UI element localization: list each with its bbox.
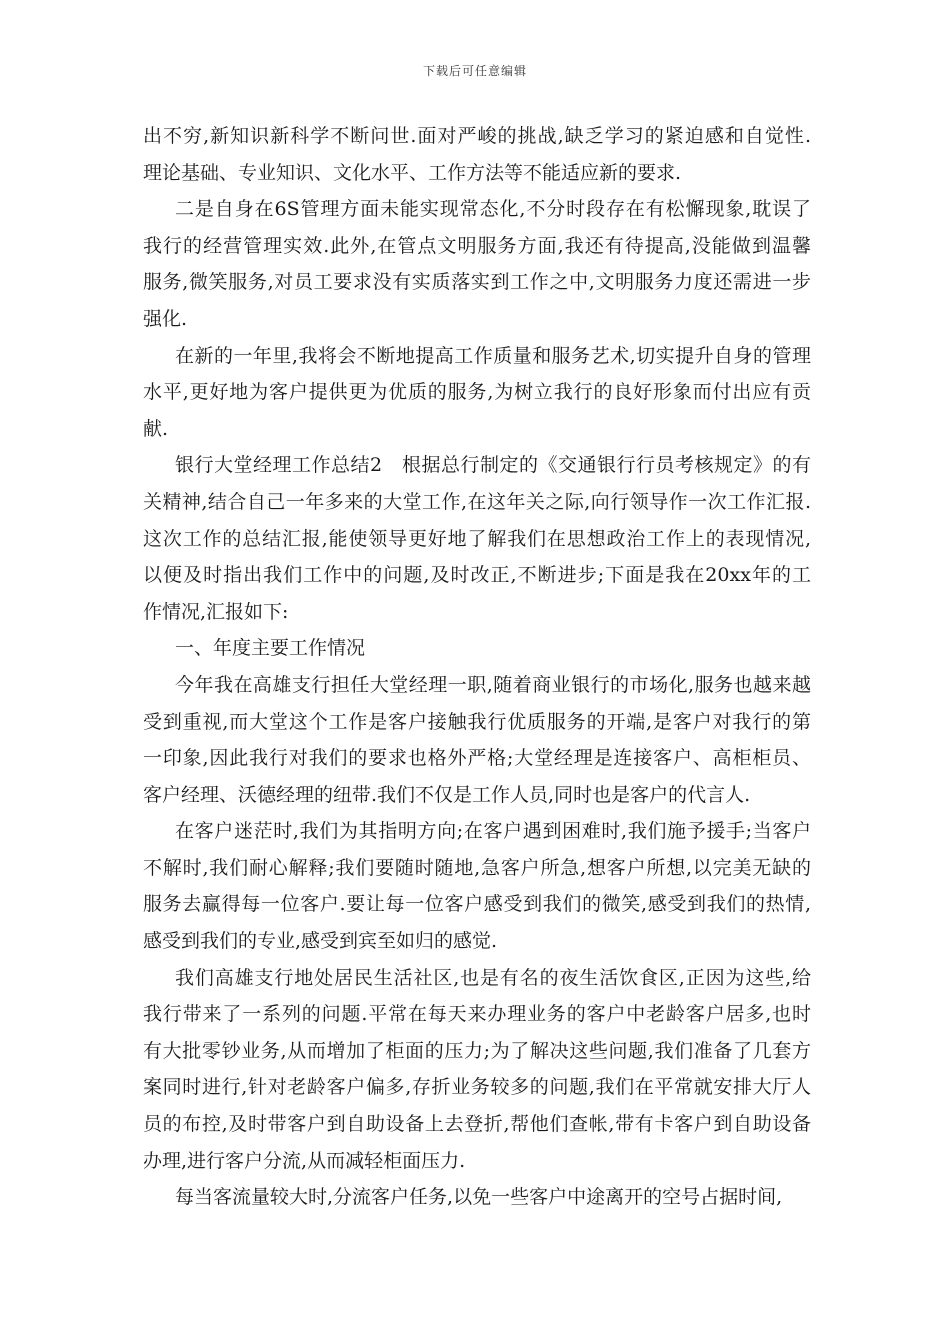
- paragraph: [143, 960, 811, 1180]
- paragraph: [143, 1179, 811, 1216]
- paragraph: [143, 813, 811, 959]
- text-line: 一、年度主要工作情况: [175, 637, 366, 660]
- text-line: 关精神,结合自己一年多来的大堂工作,在这年关之际,向行领导作一次工作汇报.: [143, 490, 811, 513]
- text-line: 二是自身在6S管理方面未能实现常态化,不分时段存在有松懈现象,耽误了: [175, 198, 811, 221]
- text-line: 今年我在高雄支行担任大堂经理一职,随着商业银行的市场化,服务也越来越: [175, 673, 811, 696]
- text-line: 客户经理、沃德经理的纽带.我们不仅是工作人员,同时也是客户的代言人.: [143, 783, 751, 806]
- text-line: 银行大堂经理工作总结2 根据总行制定的《交通银行行员考核规定》的有: [175, 454, 811, 477]
- text-line: 以便及时指出我们工作中的问题,及时改正,不断进步;下面是我在20xx年的工: [143, 564, 811, 587]
- text-line: 我行带来了一系列的问题.平常在每天来办理业务的客户中老龄客户居多,也时: [143, 1003, 811, 1026]
- text-line: 在客户迷茫时,我们为其指明方向;在客户遇到困难时,我们施予援手;当客户: [175, 820, 811, 843]
- text-line: 献.: [143, 417, 169, 440]
- text-line: 在新的一年里,我将会不断地提高工作质量和服务艺术,切实提升自身的管理: [175, 344, 811, 367]
- text-line: 感受到我们的专业,感受到宾至如归的感觉.: [143, 930, 498, 953]
- text-line: 每当客流量较大时,分流客户任务,以免一些客户中途离开的空号占据时间,: [175, 1186, 783, 1209]
- text-line: 这次工作的总结汇报,能使领导更好地了解我们在思想政治工作上的表现情况,: [143, 527, 811, 550]
- text-line: 员的布控,及时带客户到自助设备上去登折,帮他们查帐,带有卡客户到自助设备: [143, 1113, 811, 1136]
- text-line: 作情况,汇报如下:: [143, 600, 289, 623]
- text-line: 出不穷,新知识新科学不断问世.面对严峻的挑战,缺乏学习的紧迫感和自觉性.: [143, 125, 811, 147]
- text-line: 强化.: [143, 307, 188, 330]
- text-line: 理论基础、专业知识、文化水平、工作方法等不能适应新的要求.: [143, 161, 682, 184]
- text-line: 受到重视,而大堂这个工作是客户接触我行优质服务的开端,是客户对我行的第: [143, 710, 811, 733]
- text-line: 有大批零钞业务,从而增加了柜面的压力;为了解决这些问题,我们准备了几套方: [143, 1039, 811, 1062]
- text-line: 办理,进行客户分流,从而减轻柜面压力.: [143, 1149, 466, 1172]
- text-line: 服务去赢得每一位客户.要让每一位客户感受到我们的微笑,感受到我们的热情,: [143, 893, 811, 916]
- paragraph: [143, 667, 811, 813]
- text-line: 服务,微笑服务,对员工要求没有实质落实到工作之中,文明服务力度还需进一步: [143, 271, 811, 294]
- text-line: 案同时进行,针对老龄客户偏多,存折业务较多的问题,我们在平常就安排大厅人: [143, 1076, 811, 1099]
- text-line: 我行的经营管理实效.此外,在管点文明服务方面,我还有待提高,没能做到温馨: [143, 234, 811, 257]
- paragraph: [143, 447, 811, 630]
- paragraph: [143, 191, 811, 337]
- paragraph: [143, 630, 811, 667]
- document-body: [143, 118, 811, 1216]
- paragraph: [143, 118, 811, 191]
- paragraph: [143, 338, 811, 448]
- text-line: 我们高雄支行地处居民生活社区,也是有名的夜生活饮食区,正因为这些,给: [175, 966, 811, 989]
- text-line: 一印象,因此我行对我们的要求也格外严格;大堂经理是连接客户、高柜柜员、: [143, 747, 811, 770]
- text-line: 不解时,我们耐心解释;我们要随时随地,急客户所急,想客户所想,以完美无缺的: [143, 856, 811, 879]
- text-line: 水平,更好地为客户提供更为优质的服务,为树立我行的良好形象而付出应有贡: [143, 381, 811, 404]
- page-header: 下载后可任意编辑: [422, 64, 527, 78]
